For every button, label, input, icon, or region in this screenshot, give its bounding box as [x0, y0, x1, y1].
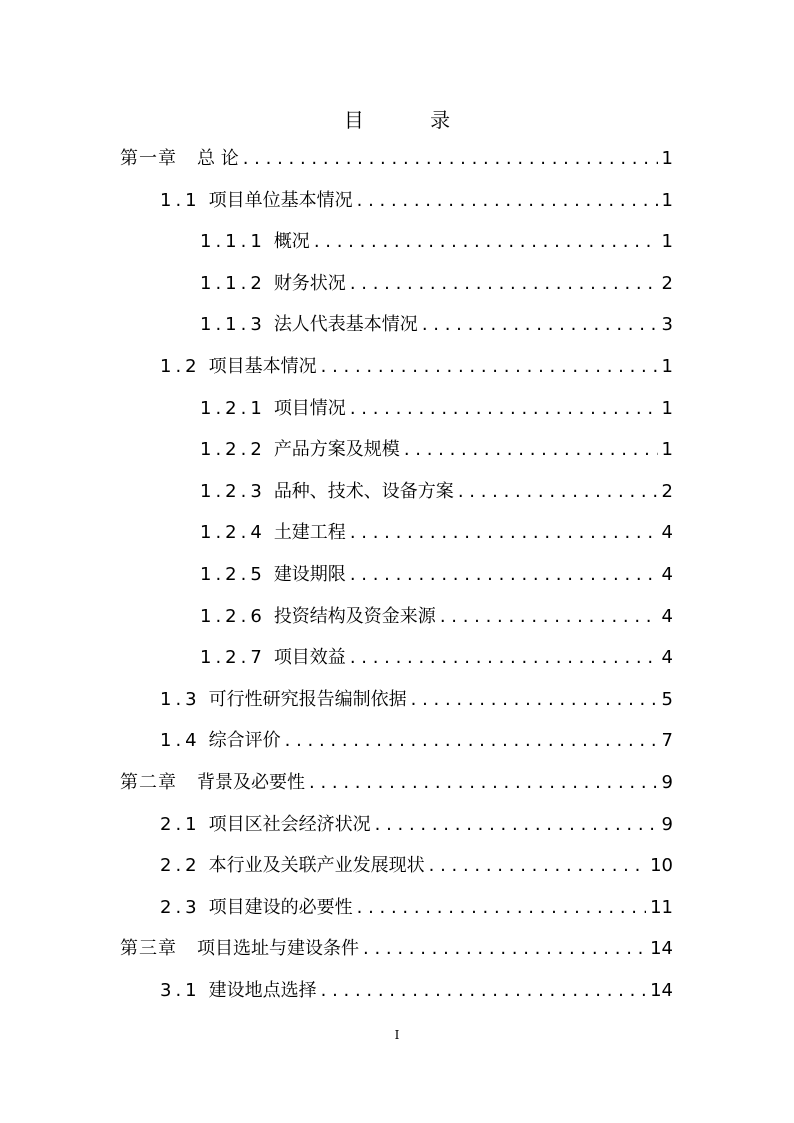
toc-entry-title: 背景及必要性	[197, 772, 305, 793]
toc-entry-number: 2.3	[160, 896, 201, 918]
dot-leader	[350, 637, 658, 679]
toc-entry-title: 项目建设的必要性	[208, 896, 353, 918]
toc-entry-title: 产品方案及规模	[273, 439, 400, 461]
dot-leader	[350, 512, 658, 554]
toc-entry-page: 14	[650, 938, 673, 960]
toc-entry[interactable]	[160, 887, 673, 929]
toc-entry[interactable]	[160, 804, 673, 846]
toc-entry[interactable]	[160, 970, 673, 1012]
toc-entry[interactable]	[200, 512, 673, 554]
toc-entry-number: 1.4	[160, 730, 201, 752]
toc-entry[interactable]	[160, 845, 673, 887]
toc-entry-title: 项目区社会经济状况	[208, 813, 371, 835]
dot-leader	[321, 970, 646, 1012]
toc-entry-page: 4	[661, 605, 673, 627]
toc-entry-page: 11	[650, 896, 673, 918]
dot-leader	[404, 429, 658, 471]
toc-entry-title: 项目选址与建设条件	[197, 938, 359, 960]
toc-entry-title: 建设期限	[273, 564, 346, 585]
toc-entry[interactable]	[160, 346, 673, 388]
toc-entry[interactable]	[120, 138, 673, 180]
toc-entry-title: 综合评价	[208, 730, 281, 752]
toc-entry-page: 3	[661, 314, 673, 336]
dot-leader	[350, 554, 658, 596]
toc-entry-title: 土建工程	[273, 522, 346, 544]
toc-entry-page: 2	[661, 480, 673, 502]
dot-leader	[458, 471, 658, 513]
toc-entry-number: 1.2	[160, 356, 201, 377]
toc-entry-number: 1.3	[160, 688, 201, 710]
toc-entry-number: 3.1	[160, 980, 201, 1001]
toc-entry[interactable]	[200, 221, 673, 263]
toc-entry[interactable]	[200, 554, 673, 596]
toc-entry-number: 1.1.1	[200, 231, 266, 253]
dot-leader	[422, 304, 658, 346]
dot-leader	[357, 887, 646, 929]
dot-leader	[411, 679, 658, 721]
toc-entry-title: 概况	[273, 231, 310, 253]
toc-entry-page: 4	[661, 647, 673, 669]
dot-leader	[363, 928, 646, 970]
toc-entry-title: 项目效益	[273, 647, 346, 669]
toc-entry-number: 2.2	[160, 855, 201, 877]
toc-entry[interactable]	[160, 679, 673, 721]
page-number: I	[394, 1028, 400, 1042]
table-of-contents	[0, 138, 794, 1018]
toc-entry[interactable]	[200, 596, 673, 638]
toc-entry[interactable]	[200, 471, 673, 513]
toc-entry-number: 1.2.5	[200, 564, 266, 585]
dot-leader	[375, 804, 658, 846]
toc-entry-page: 1	[661, 148, 673, 169]
dot-leader	[321, 346, 658, 388]
toc-entry-page: 4	[661, 564, 673, 585]
toc-entry-title: 建设地点选择	[208, 980, 317, 1001]
toc-entry-title: 财务状况	[273, 272, 346, 294]
toc-entry[interactable]	[200, 263, 673, 305]
toc-entry-page: 5	[661, 688, 673, 710]
dot-leader	[243, 138, 658, 180]
toc-entry-number: 第二章	[120, 772, 177, 793]
toc-entry-page: 9	[661, 772, 673, 793]
toc-entry-number: 1.2.7	[200, 647, 266, 669]
dot-leader	[350, 263, 658, 305]
toc-entry-number: 1.1.3	[200, 314, 266, 336]
toc-entry-title: 项目基本情况	[208, 356, 317, 377]
toc-entry-page: 4	[661, 522, 673, 544]
dot-leader	[350, 388, 658, 430]
toc-entry-number: 1.2.4	[200, 522, 266, 544]
toc-entry-page: 1	[661, 189, 673, 211]
toc-entry-number: 2.1	[160, 813, 201, 835]
toc-entry-page: 9	[661, 813, 673, 835]
toc-entry-number: 1.2.3	[200, 480, 266, 502]
toc-entry-title: 品种、技术、设备方案	[273, 480, 454, 502]
toc-entry-title: 可行性研究报告编制依据	[208, 688, 407, 710]
toc-entry-title: 法人代表基本情况	[273, 314, 418, 336]
toc-entry-number: 第三章	[120, 938, 177, 960]
toc-entry[interactable]	[120, 762, 673, 804]
toc-entry-page: 10	[650, 855, 673, 877]
toc-entry-page: 1	[661, 231, 673, 253]
toc-entry-page: 2	[661, 272, 673, 294]
toc-entry-page: 1	[661, 356, 673, 377]
dot-leader	[440, 596, 658, 638]
toc-entry-title: 总 论	[197, 148, 239, 169]
toc-entry-number: 1.2.2	[200, 439, 266, 461]
toc-entry[interactable]	[200, 429, 673, 471]
toc-entry[interactable]	[200, 637, 673, 679]
toc-entry[interactable]	[200, 304, 673, 346]
toc-entry-number: 1.1.2	[200, 272, 266, 294]
dot-leader	[309, 762, 658, 804]
toc-entry-page: 7	[661, 730, 673, 752]
dot-leader	[357, 180, 658, 222]
toc-entry-page: 1	[661, 397, 673, 419]
toc-entry-title: 本行业及关联产业发展现状	[208, 855, 425, 877]
toc-entry-number: 第一章	[120, 148, 177, 169]
page-title: 目 录	[343, 108, 481, 132]
toc-entry-number: 1.2.6	[200, 605, 266, 627]
toc-entry-title: 项目单位基本情况	[208, 189, 353, 211]
toc-entry-page: 14	[650, 980, 673, 1001]
dot-leader	[314, 221, 658, 263]
toc-entry-page: 1	[661, 439, 673, 461]
toc-entry[interactable]	[160, 180, 673, 222]
toc-entry-title: 投资结构及资金来源	[273, 605, 436, 627]
dot-leader	[285, 720, 658, 762]
toc-entry[interactable]	[120, 928, 673, 970]
toc-entry-number: 1.2.1	[200, 397, 266, 419]
toc-entry-title: 项目情况	[273, 397, 346, 419]
toc-entry[interactable]	[160, 720, 673, 762]
dot-leader	[429, 845, 646, 887]
toc-entry-number: 1.1	[160, 189, 201, 211]
toc-entry[interactable]	[200, 388, 673, 430]
